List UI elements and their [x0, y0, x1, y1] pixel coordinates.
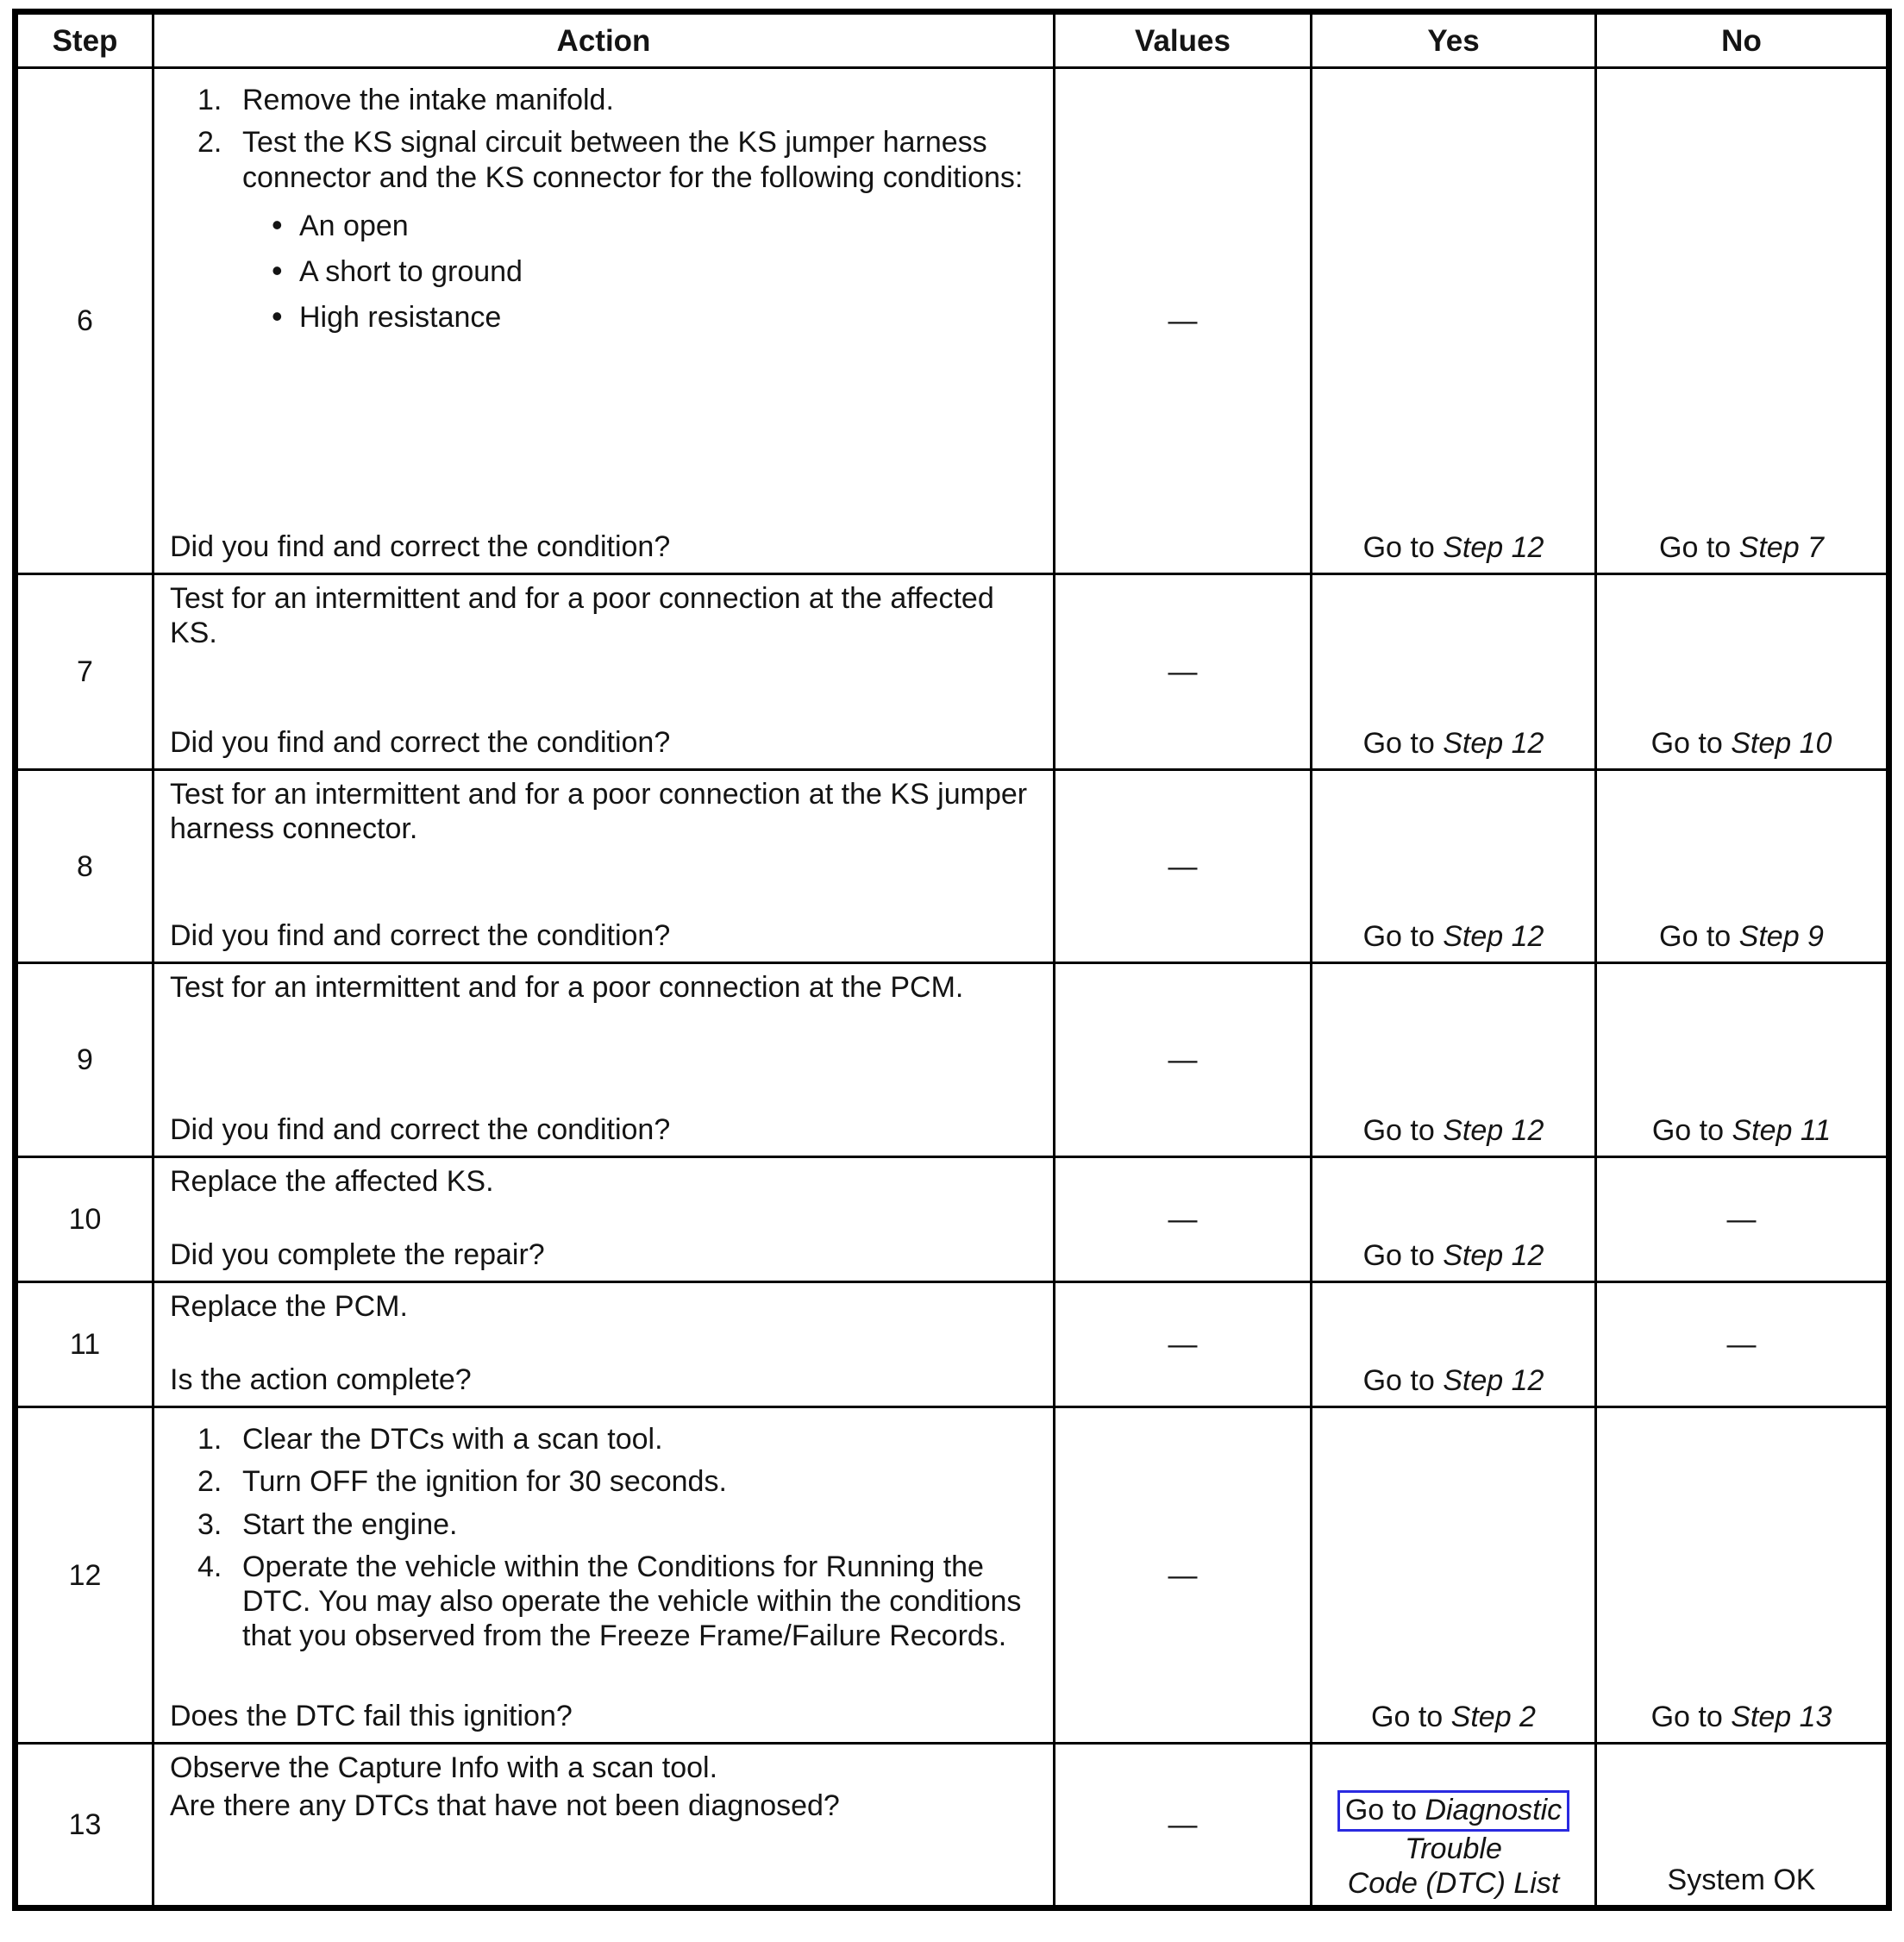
yes-cell	[1312, 1282, 1596, 1407]
action-question: Did you complete the repair?	[170, 1238, 545, 1272]
action-numbered-item	[170, 125, 1036, 194]
no-cell	[1596, 68, 1889, 574]
goto-target: Step 12	[1443, 727, 1544, 761]
table-row	[16, 1407, 1889, 1744]
action-text: Replace the PCM.	[170, 1290, 408, 1324]
action-question: Are there any DTCs that have not been diagnosed?	[170, 1789, 840, 1823]
action-content	[170, 75, 1036, 346]
values-dash: —	[1168, 1558, 1198, 1592]
table-row	[16, 574, 1889, 770]
no-cell	[1596, 1407, 1889, 1744]
action-question: Did you find and correct the condition?	[170, 530, 671, 564]
yes-cell	[1312, 770, 1596, 963]
values-cell	[1055, 68, 1312, 574]
goto-target: Step 12	[1443, 1239, 1544, 1273]
values-cell	[1055, 1282, 1312, 1407]
no-cell	[1596, 574, 1889, 770]
step-cell	[16, 963, 153, 1157]
goto-prefix: Go to	[1362, 727, 1435, 761]
action-cell	[153, 1282, 1055, 1407]
values-cell	[1055, 1407, 1312, 1744]
item-text: Operate the vehicle within the Conditions for Running the DTC. You may also operate the vehicle within the conditions that you observed from the Freeze Frame/Failure Records.	[242, 1550, 1022, 1652]
no-goto	[1652, 1113, 1831, 1148]
bullet-item: • A short to ground	[170, 254, 1036, 289]
table-row	[16, 963, 1889, 1157]
goto-prefix: Go to	[1650, 1701, 1723, 1734]
values-cell	[1055, 574, 1312, 770]
goto-prefix: Go to	[1344, 1793, 1417, 1826]
item-number: 2.	[197, 126, 222, 160]
table-row	[16, 1744, 1889, 1908]
goto-prefix: Go to	[1362, 920, 1435, 954]
table-row	[16, 1157, 1889, 1282]
action-numbered-item	[170, 83, 1036, 117]
action-cell	[153, 770, 1055, 963]
goto-target: Step 2	[1450, 1701, 1536, 1734]
step-cell	[16, 770, 153, 963]
action-content	[170, 1414, 1036, 1661]
step-cell	[16, 1282, 153, 1407]
values-dash: —	[1168, 1203, 1198, 1237]
goto-target: Step 12	[1443, 531, 1544, 565]
yes-goto	[1371, 1700, 1536, 1734]
step-number: 10	[68, 1203, 102, 1237]
action-numbered-item	[170, 1550, 1036, 1653]
link-line: Trouble	[1405, 1832, 1502, 1866]
action-question: Did you find and correct the condition?	[170, 726, 671, 760]
goto-target: Step 9	[1738, 920, 1824, 954]
goto-target: Step 11	[1732, 1114, 1832, 1148]
no-cell	[1596, 770, 1889, 963]
no-cell	[1596, 963, 1889, 1157]
values-dash: —	[1168, 849, 1198, 883]
table-row	[16, 770, 1889, 963]
action-text: Observe the Capture Info with a scan tool.	[170, 1751, 718, 1785]
action-cell	[153, 1157, 1055, 1282]
goto-prefix: Go to	[1650, 727, 1723, 761]
values-dash: —	[1168, 1328, 1198, 1362]
no-dash: —	[1726, 1203, 1757, 1237]
step-number: 8	[77, 849, 93, 883]
item-number: 2.	[197, 1465, 222, 1499]
item-text: Start the engine.	[242, 1507, 458, 1541]
item-text: Test the KS signal circuit between the KS jumper harness connector and the KS connector for the following conditions:	[242, 126, 1024, 194]
no-goto	[1651, 1700, 1832, 1734]
yes-goto	[1363, 1113, 1544, 1148]
goto-prefix: Go to	[1659, 531, 1732, 565]
goto-prefix: Go to	[1651, 1114, 1725, 1148]
yes-goto	[1363, 530, 1544, 565]
action-question: Did you find and correct the condition?	[170, 919, 671, 953]
bullet-item: • High resistance	[170, 300, 1036, 335]
goto-prefix: Go to	[1659, 920, 1732, 954]
step-cell	[16, 1157, 153, 1282]
header-yes: Yes	[1312, 12, 1596, 68]
action-question: Did you find and correct the condition?	[170, 1113, 671, 1147]
bullet-list	[170, 209, 1036, 335]
goto-prefix: Go to	[1362, 531, 1435, 565]
diagnostic-table	[12, 9, 1892, 1911]
goto-target: Step 12	[1443, 1114, 1544, 1148]
goto-target: Step 10	[1731, 727, 1832, 761]
yes-goto	[1363, 1363, 1544, 1398]
item-number: 4.	[197, 1550, 222, 1583]
step-cell	[16, 1744, 153, 1908]
action-cell	[153, 68, 1055, 574]
goto-prefix: Go to	[1362, 1364, 1435, 1398]
goto-prefix: Go to	[1362, 1114, 1435, 1148]
item-number: 1.	[197, 1423, 222, 1456]
values-cell	[1055, 770, 1312, 963]
step-number: 6	[77, 304, 93, 338]
step-number: 11	[69, 1328, 101, 1362]
values-cell	[1055, 963, 1312, 1157]
no-goto	[1659, 919, 1824, 954]
action-text: Replace the affected KS.	[170, 1165, 494, 1199]
action-numbered-item	[170, 1464, 1036, 1499]
action-text: Test for an intermittent and for a poor connection at the PCM.	[170, 971, 964, 1005]
values-dash: —	[1168, 655, 1198, 689]
step-cell	[16, 1407, 153, 1744]
yes-goto	[1363, 919, 1544, 954]
item-number: 1.	[197, 84, 222, 117]
system-ok-label: System OK	[1667, 1864, 1816, 1897]
no-dash: —	[1726, 1328, 1757, 1362]
dtc-list-link[interactable]	[1337, 1790, 1569, 1832]
action-text: Test for an intermittent and for a poor connection at the KS jumper harness connector.	[170, 778, 1028, 846]
yes-goto	[1363, 1238, 1544, 1273]
values-dash: —	[1168, 1043, 1198, 1077]
item-text: Remove the intake manifold.	[242, 84, 614, 117]
header-no: No	[1596, 12, 1889, 68]
goto-prefix: Go to	[1362, 1239, 1435, 1273]
step-number: 12	[68, 1558, 102, 1592]
action-cell	[153, 1407, 1055, 1744]
goto-target: Step 13	[1731, 1701, 1832, 1734]
goto-target: Diagnostic	[1425, 1793, 1563, 1826]
item-text: Turn OFF the ignition for 30 seconds.	[242, 1465, 727, 1499]
action-numbered-item	[170, 1422, 1036, 1456]
item-text: Clear the DTCs with a scan tool.	[242, 1423, 663, 1456]
action-question: Does the DTC fail this ignition?	[170, 1700, 573, 1733]
step-number: 7	[77, 655, 93, 689]
table-row	[16, 1282, 1889, 1407]
goto-target: Step 12	[1443, 920, 1544, 954]
bullet-item: • An open	[170, 209, 1036, 243]
header-row	[16, 12, 1889, 68]
no-cell	[1596, 1282, 1889, 1407]
yes-cell	[1312, 963, 1596, 1157]
goto-target: Step 12	[1443, 1364, 1544, 1398]
values-cell	[1055, 1744, 1312, 1908]
action-cell	[153, 574, 1055, 770]
header-values: Values	[1055, 12, 1312, 68]
step-cell	[16, 68, 153, 574]
goto-target: Step 7	[1738, 531, 1824, 565]
yes-cell	[1312, 1744, 1596, 1908]
yes-cell	[1312, 1157, 1596, 1282]
step-number: 13	[68, 1808, 102, 1842]
yes-goto	[1363, 726, 1544, 761]
values-dash: —	[1168, 304, 1198, 338]
action-text: Test for an intermittent and for a poor connection at the affected KS.	[170, 582, 994, 650]
no-goto	[1651, 726, 1832, 761]
step-cell	[16, 574, 153, 770]
yes-cell	[1312, 1407, 1596, 1744]
item-number: 3.	[197, 1507, 222, 1541]
action-cell	[153, 963, 1055, 1157]
step-number: 9	[77, 1043, 93, 1077]
link-line: Code (DTC) List	[1347, 1867, 1560, 1901]
header-action: Action	[153, 12, 1055, 68]
action-question: Is the action complete?	[170, 1363, 472, 1397]
action-numbered-item	[170, 1507, 1036, 1542]
values-dash: —	[1168, 1808, 1198, 1842]
table-row	[16, 68, 1889, 574]
header-step: Step	[16, 12, 153, 68]
goto-prefix: Go to	[1371, 1701, 1444, 1734]
no-goto	[1659, 530, 1824, 565]
yes-cell	[1312, 574, 1596, 770]
action-cell	[153, 1744, 1055, 1908]
yes-cell	[1312, 68, 1596, 574]
values-cell	[1055, 1157, 1312, 1282]
no-cell	[1596, 1157, 1889, 1282]
no-cell	[1596, 1744, 1889, 1908]
